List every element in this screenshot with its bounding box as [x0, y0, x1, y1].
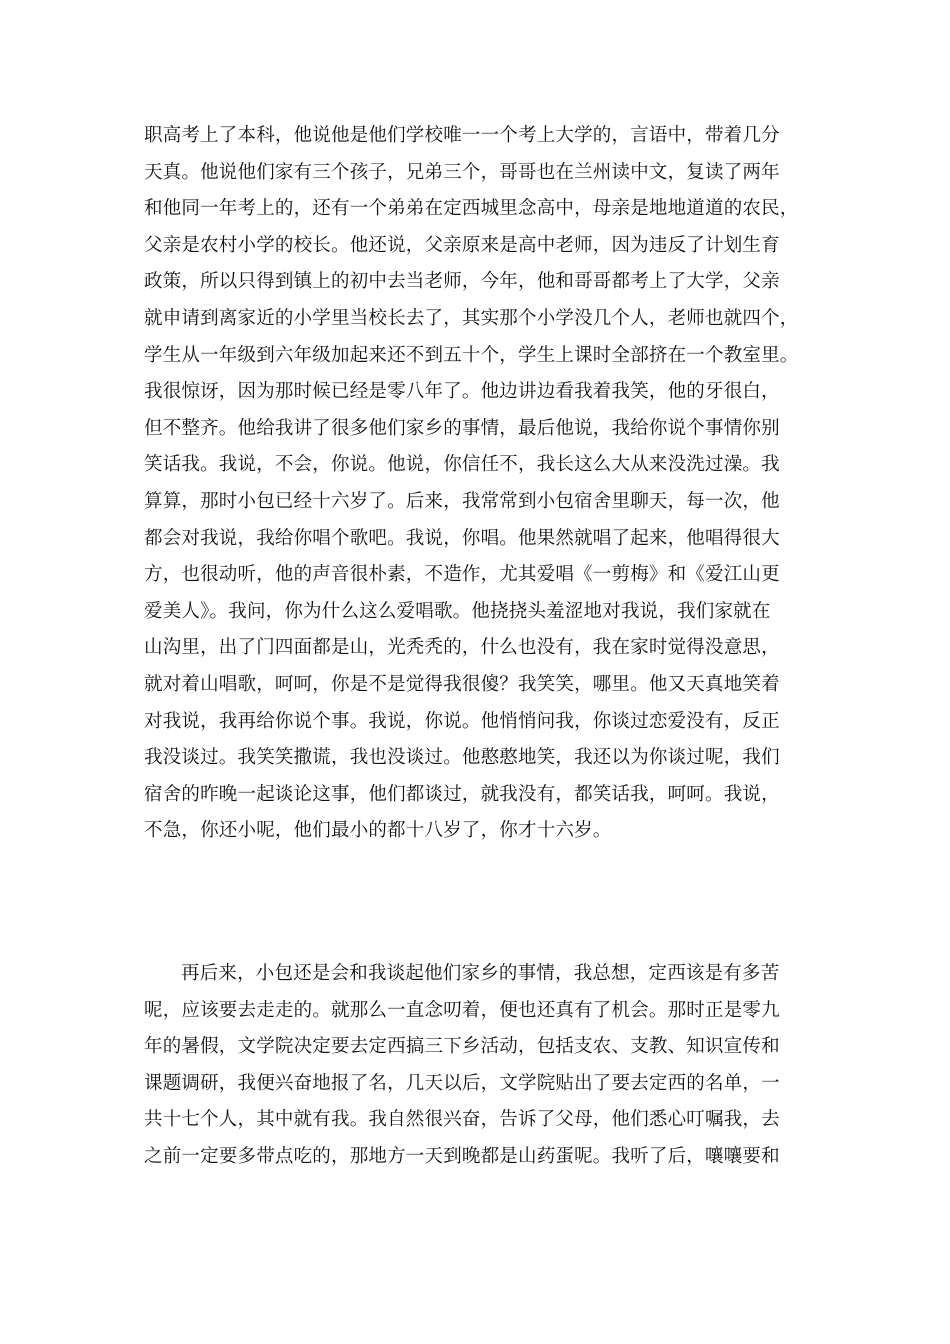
- text-line: 学生从一年级到六年级加起来还不到五十个，学生上课时全部挤在一个教室里。: [144, 344, 799, 366]
- text-line: 父亲是农村小学的校长。他还说，父亲原来是高中老师，因为违反了计划生育: [144, 234, 780, 256]
- text-line: 呢，应该要去走走的。就那么一直念叨着，便也还真有了机会。那时正是零九: [144, 999, 780, 1021]
- text-line: 天真。他说他们家有三个孩子，兄弟三个，哥哥也在兰州读中文，复读了两年: [144, 161, 780, 183]
- text-line: 算算，那时小包已经十六岁了。后来，我常常到小包宿舍里聊天，每一次，他: [144, 490, 780, 512]
- text-line: 不急，你还小呢，他们最小的都十八岁了，你才十六岁。: [144, 820, 612, 842]
- text-line: 对我说，我再给你说个事。我说，你说。他悄悄问我，你谈过恋爱没有，反正: [144, 710, 780, 732]
- text-line: 山沟里，出了门四面都是山，光秃秃的，什么也没有，我在家时觉得没意思，: [144, 637, 780, 659]
- paragraph-1: [144, 118, 814, 850]
- text-line: 方，也很动听，他的声音很朴素，不造作，尤其爱唱《一剪梅》和《爱江山更: [144, 564, 780, 586]
- text-line: 就申请到离家近的小学里当校长去了，其实那个小学没几个人，老师也就四个，: [144, 307, 799, 329]
- paragraph-2: [144, 956, 814, 1176]
- text-line: 政策，所以只得到镇上的初中去当老师，今年，他和哥哥都考上了大学，父亲: [144, 271, 780, 293]
- text-line: 就对着山唱歌，呵呵，你是不是觉得我很傻？我笑笑，哪里。他又天真地笑着: [144, 673, 780, 695]
- text-line: 爱美人》。我问，你为什么这么爱唱歌。他挠挠头羞涩地对我说，我们家就在: [144, 600, 771, 622]
- text-line: 都会对我说，我给你唱个歌吧。我说，你唱。他果然就唱了起来，他唱得很大: [144, 527, 780, 549]
- text-line: 笑话我。我说，不会，你说。他说，你信任不，我长这么大从来没洗过澡。我: [144, 454, 780, 476]
- text-line: 我很惊讶，因为那时候已经是零八年了。他边讲边看我着我笑，他的牙很白，: [144, 381, 780, 403]
- text-line: 宿舍的昨晚一起谈论这事，他们都谈过，就我没有，都笑话我，呵呵。我说，: [144, 783, 780, 805]
- text-line: 但不整齐。他给我讲了很多他们家乡的事情，最后他说，我给你说个事情你别: [144, 417, 780, 439]
- text-line: 共十七个人，其中就有我。我自然很兴奋，告诉了父母，他们悉心叮嘱我，去: [144, 1109, 780, 1131]
- text-line: 和他同一年考上的，还有一个弟弟在定西城里念高中，母亲是地地道道的农民，: [144, 198, 799, 220]
- text-line: 课题调研，我便兴奋地报了名，几天以后，文学院贴出了要去定西的名单，一: [144, 1072, 780, 1094]
- text-line: 我没谈过。我笑笑撒谎，我也没谈过。他憨憨地笑，我还以为你谈过呢，我们: [144, 747, 780, 769]
- text-line: 再后来，小包还是会和我谈起他们家乡的事情，我总想，定西该是有多苦: [181, 963, 780, 984]
- text-line: 之前一定要多带点吃的，那地方一天到晚都是山药蛋呢。我听了后，嚷嚷要和: [144, 1145, 780, 1167]
- text-line: 职高考上了本科，他说他是他们学校唯一一个考上大学的，言语中，带着几分: [144, 125, 780, 146]
- text-line: 年的暑假，文学院决定要去定西搞三下乡活动，包括支农、支教、知识宣传和: [144, 1036, 780, 1058]
